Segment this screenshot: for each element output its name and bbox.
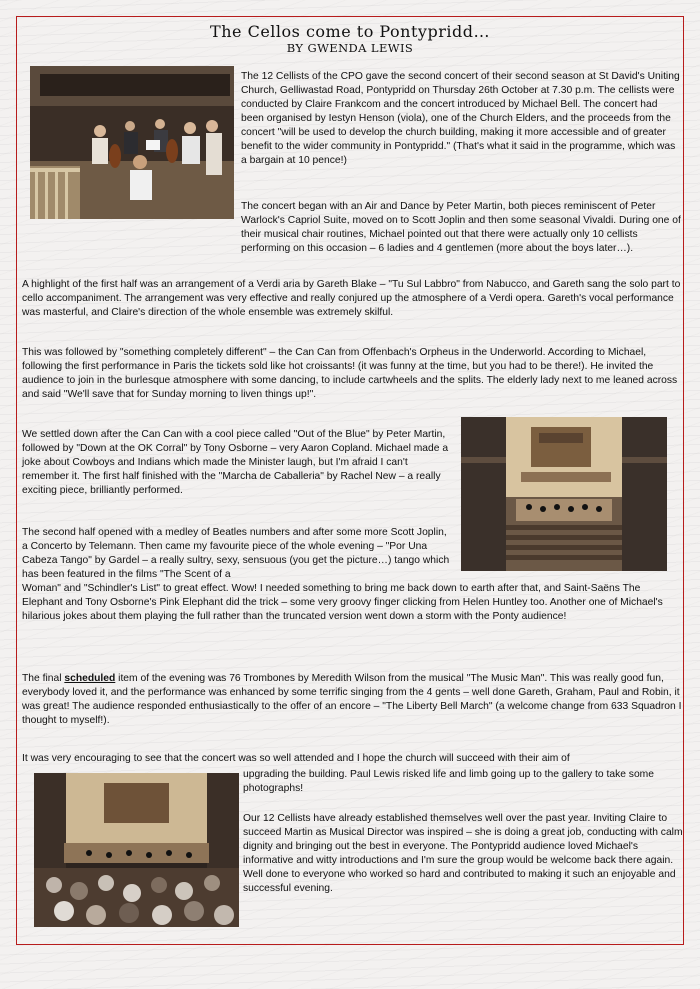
paragraph-2	[241, 200, 683, 256]
paragraph-7	[22, 672, 682, 728]
paragraph-9: Our 12 Cellists have already established themselves well over the past year. Inviting Claire to succeed Martin as Musical Director was inspired – she is doing a great job, conducting with calm dignity and bringing out the best in everyone. The Pontypridd audience loved Michael's informative and witty introductions and I'm sure the group would be welcome back there again. Well done to everyone who worked so hard and contributed to making it such an enjoyable and successful evening.	[243, 813, 683, 894]
photo-church-interior	[461, 417, 667, 571]
paragraph-7-post: item of the evening was 76 Trombones by Meredith Wilson from the musical "The Music Man". This was really good fun, everybody loved it, and the performance was enhanced by some terrific singing from the 4 gents – well done Gareth, Graham, Paul and Robin, it was great! The audience responded enthusiastically to the offer of an encore – "The Liberty Bell March" (a welcome change from 633 Squadron I thought to myself!).	[22, 673, 682, 726]
paragraph-1: The 12 Cellists of the CPO gave the second concert of their second season at St David's Uniting Church, Gelliwastad Road, Pontypridd on Thursday 26th October at 7.30 p.m. The cellists were conducted by Claire Frankcom and the concert introduced by Michael Bell. The concert had been organised by Iestyn Henson (viola), one of the Church Elders, and the proceeds from the concert "will be used to develop the church building, making it more accessible and of greater benefit to the wider community in Pontypridd." (That's what it said in the programme, which was a bargain at 10 pence!)	[241, 71, 680, 166]
paragraph-7-pre: The final	[22, 673, 65, 684]
article-title: The Cellos come to Pontypridd…	[210, 22, 490, 41]
photo-cellists-performing	[30, 66, 234, 219]
paragraph-5: We settled down after the Can Can with a cool piece called "Out of the Blue" by Peter Martin, followed by "Down at the OK Corral" by Tony Osborne – very Aaron Copland. Michael made a joke about Cowboys and Indians which made the Minister laugh, but I'm afraid I can't remember it. The first half finished with the "Marcha de Caballeria" by Rachel New – a really exciting piece, brilliantly performed.	[22, 429, 449, 496]
paragraph-2-text: The concert began with an Air and Dance by Peter Martin, both pieces reminiscent of Peter Warlock's Capriol Suite, moved on to Scott Joplin and then some seasonal Vivaldi. During one of their musical chair routines, Michael pointed out that there were actually only 10 cellists performing on this occasion – 6 ladies and 4 gentlemen (more about the boys later…).	[241, 201, 681, 254]
paragraph-3: A highlight of the first half was an arrangement of a Verdi aria by Gareth Blake – "Tu Sul Labbro" from Nabucco, and Gareth sang the solo part to cello accompaniment. The arrangement was very effective and really conjured up the atmosphere of a Verdi opera. Gareth's vocal performance was masterful, and Claire's direction of the whole ensemble was extremely skilful.	[22, 279, 681, 318]
scheduled-emphasis: scheduled	[64, 673, 116, 684]
paragraph-4: This was followed by "something completely different" – the Can Can from Offenbach's Orpheus in the Underworld. According to Michael, following the first performance in Paris the tickets sold like hot croissants! (it was funny at the time, but you had to be there!). He invited the audience to join in the burlesque atmosphere with some dancing, to include cartwheels and the splits. The elderly lady next to me leaned across and said "We'll save that for Sunday morning to liven things up!".	[22, 347, 678, 400]
paragraph-6-start: The second half opened with a medley of Beatles numbers and after some more Scott Joplin, a Concerto by Telemann. Then came my favourite piece of the whole evening – "Por Una Cabeza Tango" by Gardel – a really sultry, sexy, sensuous (you get the picture…) tango which has been featured in the films "The Scent of a	[22, 527, 450, 580]
paragraph-6-end: Woman" and "Schindler's List" to great effect. Wow! I needed something to bring me back down to earth after that, and Saint-Saëns The Elephant and Tony Osborne's Pink Elephant did the trick – some very groovy finger clicking from Helen Huntley too. Another one of Michael's hilarious jokes about them playing the full rather than the truncated version went down a storm with the Ponty audience!	[22, 583, 663, 622]
paragraph-8-end: upgrading the building. Paul Lewis risked life and limb going up to the gallery to take some photographs!	[243, 769, 654, 794]
paragraph-8-start: It was very encouraging to see that the concert was so well attended and I hope the church will succeed with their aim of	[22, 753, 570, 764]
article-byline: BY GWENDA LEWIS	[286, 41, 414, 55]
photo-concert-audience	[34, 773, 239, 927]
